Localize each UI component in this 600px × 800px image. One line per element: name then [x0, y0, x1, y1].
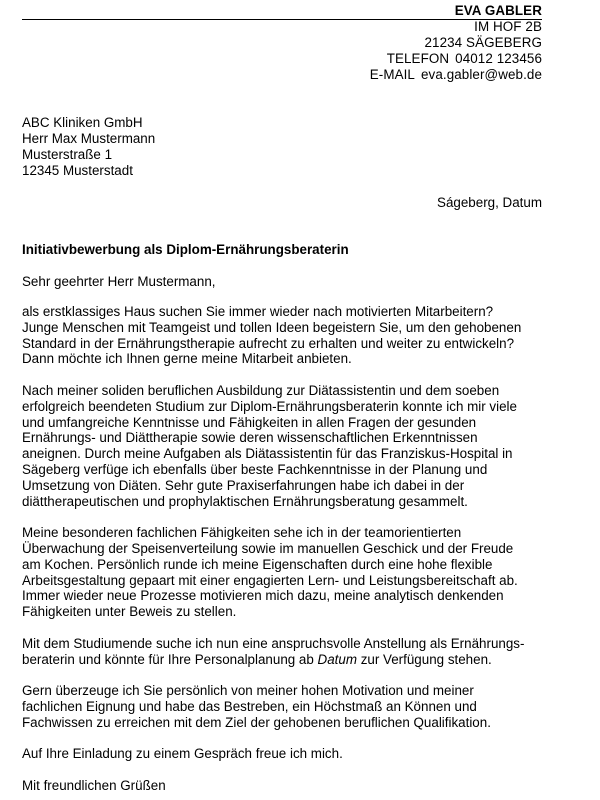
- body-line: Meine besonderen fachlichen Fähigkeiten sehe ich in der teamorientierten: [22, 525, 462, 541]
- body-line: Ernährungs- und Diättherapie sowie deren wissenschaftlichen Erkenntnissen: [22, 430, 478, 446]
- sender-email: eva.gabler@web.de: [420, 67, 542, 82]
- sender-phone-line: [370, 51, 542, 67]
- sender-block: [370, 3, 542, 83]
- sender-city: 21234 SÄGEBERG: [424, 35, 542, 50]
- body-line: Nach meiner soliden beruflichen Ausbildung zur Diätassistentin und dem soeben: [22, 382, 500, 398]
- body-line: fachlichen Eignung und habe das Bestreben, ein Höchstmaß an Können und: [22, 698, 477, 714]
- paragraph-intro: [22, 304, 552, 367]
- body-line: am Kochen. Persönlich runde ich meine Eigenschaften durch eine hohe flexible: [22, 556, 493, 572]
- body-line: Immer wieder neue Prozesse motivieren mich dazu, meine analytisch denkenden: [22, 588, 504, 604]
- sender-email-label: E-MAIL: [369, 67, 415, 82]
- availability-date-placeholder: Datum: [317, 651, 357, 667]
- availability-text-before: beraterin und könnte für Ihre Personalplanung ab: [22, 651, 318, 667]
- body-line: Standard in der Ernährungstherapie aufrecht zu erhalten und weiter zu entwickeln?: [22, 335, 515, 351]
- body-line: Fachwissen zu erreichen mit dem Ziel der gehobenen beruflichen Qualifikation.: [22, 714, 491, 730]
- body-line: Mit dem Studiumende suche ich nun eine anspruchsvolle Anstellung als Ernährungs-: [22, 635, 525, 651]
- body-line: erfolgreich beendeten Studium zur Diplom-Ernährungsberaterin konnte ich mir viele: [22, 398, 517, 414]
- body-line: aneignen. Durch meine Aufgaben als Diätassistentin für das Franziskus-Hospital in: [22, 446, 513, 462]
- body-line: und umfangreiche Kenntnisse und Fähigkeiten in allen Fragen der gesunden: [22, 414, 477, 430]
- closing-line: Mit freundlichen Grüßen: [22, 778, 166, 793]
- sender-name: EVA GABLER: [454, 3, 542, 18]
- sender-street: IM HOF 2B: [474, 19, 542, 34]
- paragraph-availability: [22, 636, 552, 668]
- body-line: Umsetzung von Diäten. Sehr gute Praxiserfahrungen habe ich dabei in der: [22, 477, 465, 493]
- body-line: Fähigkeiten unter Beweis zu stellen.: [22, 604, 237, 620]
- sender-phone-label: TELEFON: [386, 51, 450, 66]
- recipient-person: Herr Max Mustermann: [22, 131, 156, 146]
- body-line: Auf Ihre Einladung zu einem Gespräch freue ich mich.: [22, 746, 343, 762]
- paragraph-education: [22, 383, 552, 509]
- body-line: [22, 652, 552, 668]
- recipient-block: [22, 115, 155, 179]
- body-line: Gern überzeuge ich Sie persönlich von meiner hohen Motivation und meiner: [22, 683, 474, 699]
- recipient-city: 12345 Musterstadt: [22, 163, 133, 178]
- body-line: Überwachung der Speisenverteilung sowie im manuellen Geschick und der Freude: [22, 540, 514, 556]
- body-line: Sägeberg verfüge ich ebenfalls über beste Fachkenntnisse in der Planung und: [22, 461, 488, 477]
- availability-text-after: zur Verfügung stehen.: [357, 651, 492, 667]
- recipient-street: Musterstraße 1: [22, 147, 113, 162]
- salutation: Sehr geehrter Herr Mustermann,: [22, 274, 216, 289]
- sender-email-line: [370, 67, 542, 83]
- date-line: Ságeberg, Datum: [437, 195, 542, 210]
- recipient-company: ABC Kliniken GmbH: [22, 115, 143, 130]
- paragraph-motivation: [22, 683, 552, 730]
- body-line: als erstklassiges Haus suchen Sie immer wieder nach motivierten Mitarbeitern?: [22, 304, 494, 319]
- body-line: Junge Menschen mit Teamgeist und tollen Ideen begeistern Sie, um den gehobenen: [22, 319, 522, 335]
- letter-body: [22, 304, 552, 778]
- body-line: Arbeitsgestaltung gepaart mit einer engagierten Lern- und Leistungsbereitschaft ab.: [22, 572, 518, 588]
- subject-line: Initiativbewerbung als Diplom-Ernährungsberaterin: [22, 242, 349, 257]
- paragraph-invitation: [22, 746, 552, 762]
- body-line: diättherapeutischen und prophylaktischen Ernährungsberatung gesammelt.: [22, 493, 468, 509]
- body-line: Dann möchte ich Ihnen gerne meine Mitarbeit anbieten.: [22, 351, 352, 367]
- paragraph-skills: [22, 525, 552, 620]
- sender-phone: 04012 123456: [455, 51, 542, 66]
- header-divider: [22, 19, 542, 20]
